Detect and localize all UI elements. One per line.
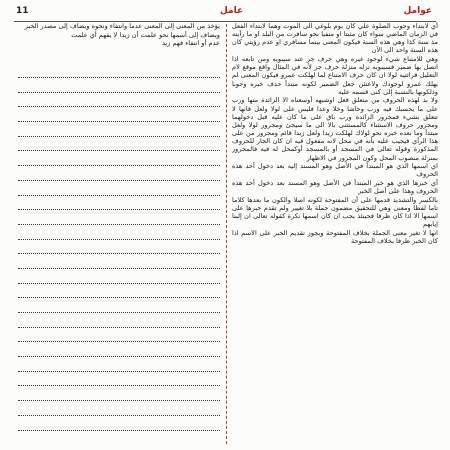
- dotted-line: [18, 311, 220, 313]
- dotted-line: [18, 91, 220, 93]
- dotted-line: [18, 282, 220, 284]
- center-header-title: عامل: [220, 6, 244, 16]
- dotted-line: [18, 326, 220, 328]
- dotted-line: [18, 267, 220, 269]
- dotted-line: [18, 384, 220, 386]
- dotted-line: [18, 414, 220, 416]
- paragraph: وهي للامتناع شيء لوجود غيره وهي حرف جر عند سيبويه ومن تابعه اذا اتصل بها ضمير فسيبويه نزله منزلة حرف جر لأنه في المثال واقع موقع لام التعليل قرائتيه لولا ان كان حرف الامتناع لما لهلكت عمرو فيكون المعنى لم يهلك عمرو لوجودك ولاعتثن جعل الضمير لكونه مبتدأ حذف خبره وجوبا وذلكونها بالنسبة إلى كنى قسمه عليه: [232, 55, 438, 96]
- dotted-line: [18, 76, 220, 78]
- dotted-line: [18, 120, 220, 122]
- dotted-line: [18, 296, 220, 298]
- dotted-line: [18, 252, 220, 254]
- paragraph: ولا بد لهذه الحروف من متعلق فعل اوشبهه أوسعناه الا الزائدة منها ورب على ما يحسبك فيه ورب وحاشا وخلا وعدا فليس على لولا ولعل فانها لا تتعلق بشيء فمجرور الزائدة ورب باق على ما كان عليه قبل دخولهما ومجرور حروف الاستثناء كالمستثنى بالا الى ما سيجئ ومجرور لولا ولعل مبتدأ وما بعده خبره نحو لولاك لهلكت زيدا ولعل زيدا قائم ومجرور من على هذا الرأي فيجيب عليه بأنه في محل لانه مفعول فيه ان كان الجار للحروف المذكورة وقوله تعالى في المسجد أو بالمسجد أوكمحل له فيه فالمجرور بمنزلة منصوب المحل وكون المجرور في الاظهار: [232, 96, 438, 162]
- dotted-line: [18, 149, 220, 151]
- dotted-line: [18, 399, 220, 401]
- right-header-title: عوامل: [403, 6, 432, 16]
- note-paragraph: أي خبرها الذي هو خبر المبتدأ في الأصل وهو المسند بعد دخول أحد هذه الحروف وهذا على أصل الخبر: [232, 178, 438, 196]
- dotted-line: [18, 105, 220, 107]
- dotted-line: [18, 135, 220, 137]
- page-header: [14, 6, 436, 20]
- paragraph: أي لابتداء وجوب الصلوة علي كان يوم بلوغي الى الموت وهما لابتداء الفعل في الزمان الماضي سواء كان مثبتا او منفيا نحو سافرت من البلد او ما رأيته مذ سنة كذا وهي هذه السنة فيكون المعنى بينما مسافري او عدم رؤيتي كان هذه السنة واحد الى الآن: [232, 22, 438, 55]
- note-paragraph: انها لا تغير معنى الجملة بخلاف المفتوحة ويجوز تقديم الخبر على الاسم اذا كان الخبر ظرفا بخلاف المفتوحة: [232, 228, 438, 246]
- dotted-line: [18, 355, 220, 357]
- note-paragraph: اي اسمها الذي هو المبتدأ في الأصل وهو المسند إليه بعد دخول أحد هذه الحروف: [232, 162, 438, 179]
- side-note-line: يؤخذ من المعنى إلى المعنى عدما وانتفاء ونحوه ويضاف إلى مصدر الخبر: [24, 22, 220, 30]
- dotted-line: [18, 194, 220, 196]
- main-text-column: [232, 22, 438, 446]
- dotted-line: [18, 179, 220, 181]
- dotted-line: [18, 164, 220, 166]
- writing-lines: [18, 76, 220, 443]
- dotted-line: [18, 370, 220, 372]
- column-divider: [226, 24, 227, 444]
- dotted-line: [18, 208, 220, 210]
- side-note-line: ويضاف إلى أسمها نحو علمت أن زيدا لا يفهم أي علمت: [71, 30, 220, 39]
- dotted-line: [18, 340, 220, 342]
- dotted-line: [18, 238, 220, 240]
- side-note-line: عدم أو انتفاء فهم زيد: [161, 39, 220, 48]
- page-number: 11: [16, 6, 29, 16]
- note-paragraph: بالكسر والتشديد قدمها على أن المفتوحة لكونه اصلا والكون ما بعدها كلاما تاما لفظا ومعنى وهي للتحقيق مضمون جملة بلا تغيير ولم تقدم خبرها على اسمها الا اذا كان ظرفا فحينئذ يجب ان كان اسمها نكرة كقوله تعالى ان إلينا إيابهم: [232, 195, 438, 229]
- dotted-line: [18, 223, 220, 225]
- dotted-line: [18, 429, 220, 431]
- side-notes-column: [18, 22, 220, 72]
